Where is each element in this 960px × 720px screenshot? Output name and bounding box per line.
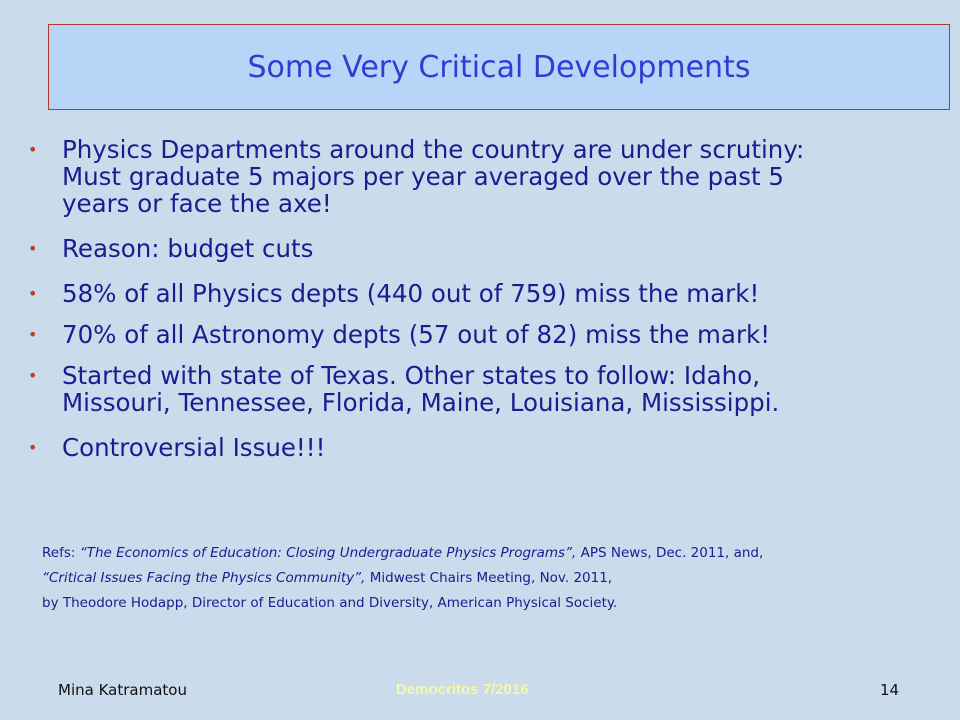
slide-title: Some Very Critical Developments (247, 49, 751, 85)
reference-line: by Theodore Hodapp, Director of Education and Diversity, American Physical Society. (42, 595, 618, 611)
bullet-line: Started with state of Texas. Other states to follow: Idaho, (62, 361, 760, 390)
bullet-marker-icon: • (28, 140, 38, 159)
bullet-marker-icon: • (28, 239, 38, 258)
bullet-marker-icon: • (28, 438, 38, 457)
bullet-item (24, 321, 944, 348)
bullet-item (24, 235, 944, 262)
footer-author: Mina Katramatou (58, 681, 187, 699)
bullet-line: 70% of all Astronomy depts (57 out of 82) miss the mark! (62, 320, 771, 349)
bullet-marker-icon: • (28, 325, 38, 344)
reference-line (42, 541, 942, 566)
bullet-marker-icon: • (28, 284, 38, 303)
bullet-item (24, 280, 944, 307)
bullet-line: 58% of all Physics depts (440 out of 759) miss the mark! (62, 279, 760, 308)
footer-event: Democritos 7/2016 (396, 681, 529, 698)
references (42, 541, 942, 616)
refs-label: Refs: (42, 545, 80, 561)
page-number: 14 (880, 681, 900, 699)
bullet-list (24, 136, 944, 479)
bullet-item (24, 362, 944, 416)
bullet-line: Physics Departments around the country are under scrutiny: (62, 135, 805, 164)
reference-line (42, 566, 942, 591)
bullet-line: years or face the axe! (62, 189, 332, 218)
slide-title-box (48, 24, 950, 110)
bullet-line: Missouri, Tennessee, Florida, Maine, Louisiana, Mississippi. (62, 388, 780, 417)
bullet-line: Must graduate 5 majors per year averaged over the past 5 (62, 162, 784, 191)
bullet-item (24, 434, 944, 461)
bullet-marker-icon: • (28, 366, 38, 385)
reference-title: “The Economics of Education: Closing Undergraduate Physics Programs”, (79, 545, 577, 561)
reference-title: “Critical Issues Facing the Physics Community”, (42, 570, 366, 586)
bullet-line: Reason: budget cuts (62, 234, 314, 263)
reference-source: APS News, Dec. 2011, and, (576, 545, 764, 561)
reference-source: Midwest Chairs Meeting, Nov. 2011, (365, 570, 613, 586)
bullet-item (24, 136, 944, 217)
bullet-line: Controversial Issue!!! (62, 433, 326, 462)
